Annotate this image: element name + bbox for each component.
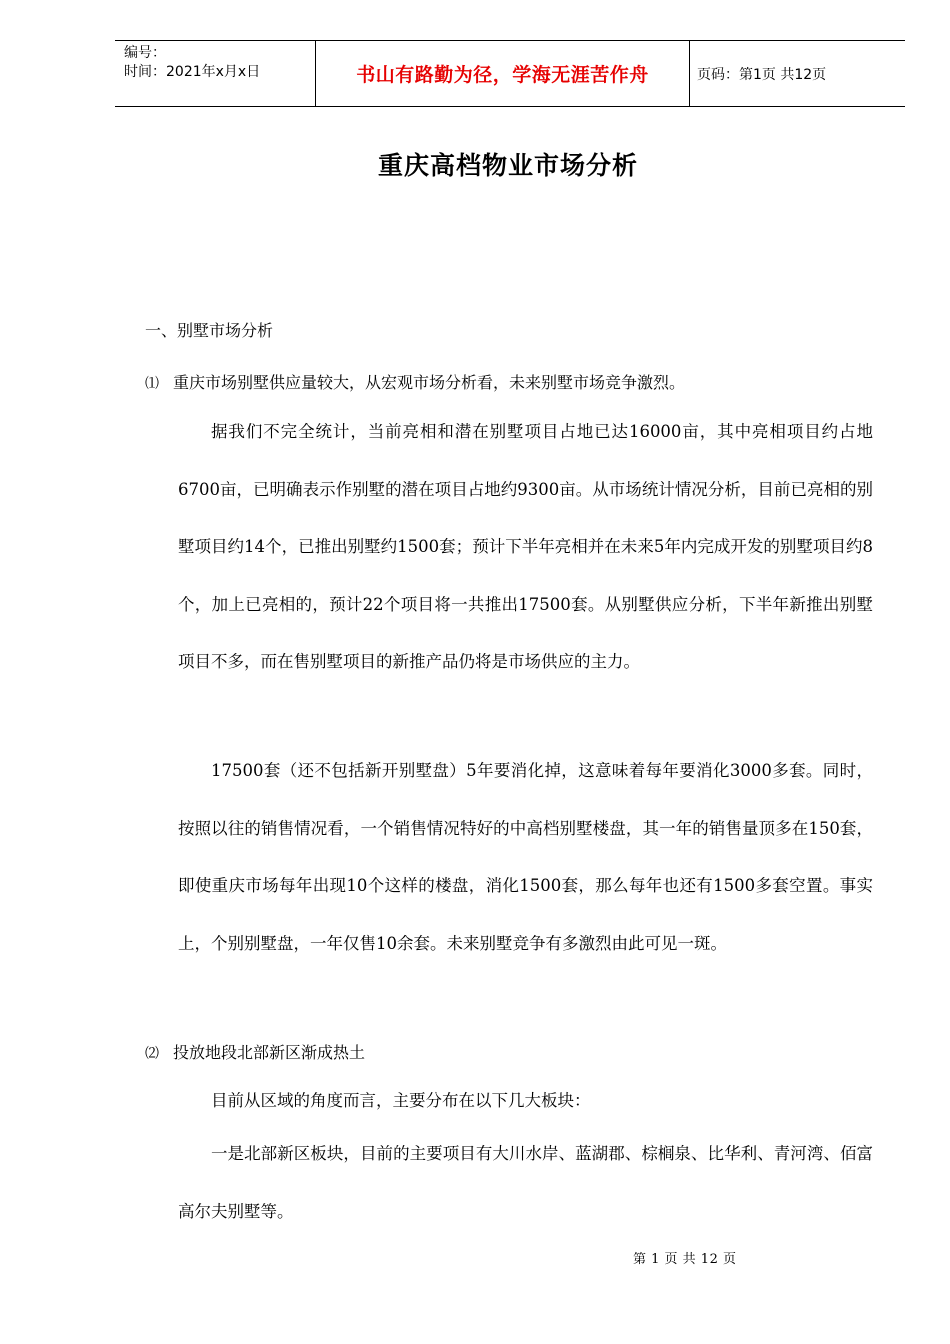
header-page-info: 页码：第1页 共12页 [697,66,827,83]
document-title: 重庆高档物业市场分析 [377,151,638,180]
page-header [115,40,905,107]
subsection-number: ⑴ [145,376,159,392]
paragraph-regions-intro: 目前从区域的角度而言，主要分布在以下几大板块： [211,1091,591,1110]
subsection-text: 重庆市场别墅供应量较大，从宏观市场分析看，未来别墅市场竞争激烈。 [173,373,686,392]
paragraph-absorption: 17500套（还不包括新开别墅盘）5年要消化掉，这意味着每年要消化3000多套。同时，按照以往的销售情况看，一个销售情况特好的中高档别墅楼盘，其一年的销售量顶多在150套，即使重庆市场每年出现10个这样的楼盘，消化1500套，那么每年也还有1500多套空置。事实上，个别别墅盘，一年仅售10余套。未来别墅竞争有多激烈由此可见一斑。 [178,761,873,953]
page-footer: 第 1 页 共 12 页 [633,1252,737,1267]
header-meta-cell [115,41,316,106]
subsection-text: 投放地段北部新区渐成热土 [173,1043,366,1062]
serial-label: 编号： [124,45,166,61]
header-motto: 书山有路勤为径，学海无涯苦作舟 [316,41,690,106]
paragraph-supply-stats: 据我们不完全统计，当前亮相和潜在别墅项目占地已达16000亩，其中亮相项目约占地6700亩，已明确表示作别墅的潜在项目占地约9300亩。从市场统计情况分析，目前已亮相的别墅项目约14个，已推出别墅约1500套；预计下半年亮相并在未来5年内完成开发的别墅项目约8个，加上已亮相的，预计22个项目将一共推出17500套。从别墅供应分析，下半年新推出别墅项目不多，而在售别墅项目的新推产品仍将是市场供应的主力。 [178,422,873,671]
time-label: 时间：2021年x月x日 [124,64,261,80]
section-heading: 一、别墅市场分析 [145,321,274,340]
subsection-number: ⑵ [145,1046,159,1062]
subsection-heading-1 [145,370,685,393]
paragraph-north-district: 一是北部新区板块，目前的主要项目有大川水岸、蓝湖郡、棕榈泉、比华利、青河湾、佰富高尔夫别墅等。 [178,1144,873,1221]
subsection-heading-2 [145,1040,365,1063]
